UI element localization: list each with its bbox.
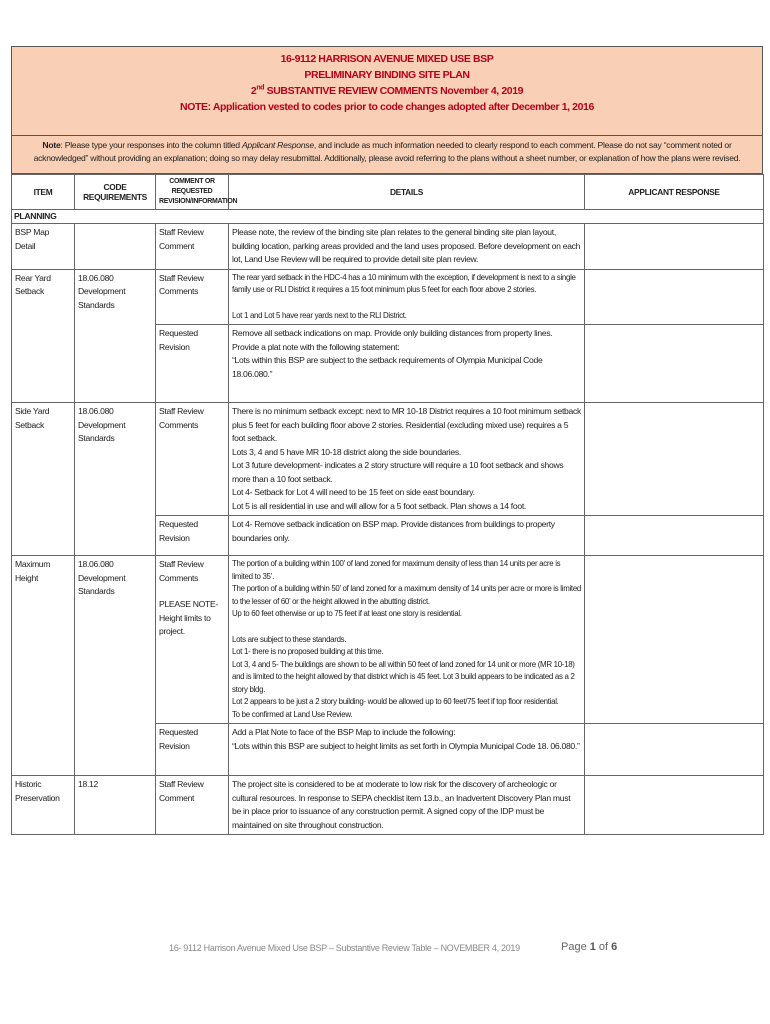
section-title: PLANNING <box>12 210 764 224</box>
details-cell <box>229 403 585 516</box>
comment-cell: Requested Revision <box>156 325 229 403</box>
revision-paragraph: Add a Plat Note to face of the BSP Map to include the following: <box>232 727 456 737</box>
revision-cell <box>229 325 585 403</box>
note-label: Note <box>42 140 61 150</box>
applicant-response-cell[interactable] <box>585 325 764 403</box>
applicant-response-cell[interactable] <box>585 224 764 270</box>
applicant-response-cell[interactable] <box>585 556 764 724</box>
col-header-item: ITEM <box>12 175 75 210</box>
item-cell: Maximum Height <box>12 556 75 776</box>
details-paragraph: Lots 3, 4 and 5 have MR 10-18 district along the side boundaries. <box>232 446 461 457</box>
revision-paragraph: Provide a plat note with the following statement: <box>232 341 400 352</box>
item-cell: Rear Yard Setback <box>12 269 75 403</box>
applicant-response-cell[interactable] <box>585 516 764 556</box>
applicant-response-cell[interactable] <box>585 403 764 516</box>
revision-cell <box>229 724 585 776</box>
page-word: Page <box>561 941 590 953</box>
plan-type: PRELIMINARY BINDING SITE PLAN <box>304 69 470 81</box>
code-cell: 18.06.080 Development Standards <box>75 556 156 776</box>
current-page: 1 <box>589 941 596 953</box>
details-paragraph: There is no minimum setback except: next to MR 10-18 District requires a 10 foot minimum setback plus 5 feet for each building floor above 2 stories. Residential (excluding mixed use) requires a 5 foot setback. <box>232 406 581 443</box>
details-paragraph: Lot 3, 4 and 5- The buildings are shown to be all within 50 feet of land zoned for 14 unit or more (MR 10-18) and is limited to the height allowed by that district which is 45 feet. Lot 3 build appears to be indicated as a 2 story bldg. <box>232 659 575 694</box>
details-paragraph: Up to 60 feet otherwise or up to 75 feet if at least one story is residential. <box>232 609 462 618</box>
revision-paragraph: “Lots within this BSP are subject to the setback requirements of Olympia Municipal Code 18.06.080.” <box>232 355 543 379</box>
section-row <box>12 210 764 224</box>
of-word: of <box>595 941 612 953</box>
details-paragraph: Lot 1 and Lot 5 have rear yards next to the RLI District. <box>232 310 407 320</box>
item-cell: BSP Map Detail <box>12 224 75 270</box>
comment-label: Staff Review Comments <box>159 559 204 583</box>
applicant-response-cell[interactable] <box>585 269 764 325</box>
comment-cell: Staff Review Comments <box>156 403 229 516</box>
comment-cell: Staff Review Comments <box>156 269 229 325</box>
footer-text: 16- 9112 Harrison Avenue Mixed Use BSP – Substantive Review Table – NOVEMBER 4, 2019 <box>169 943 520 953</box>
document-header <box>11 46 763 135</box>
review-table <box>11 174 764 835</box>
details-paragraph: Lot 2 appears to be just a 2 story building- would be allowed up to 60 feet/75 feet if top floor residential. <box>232 697 559 706</box>
col-header-code: CODE REQUIREMENTS <box>75 175 156 210</box>
details-cell <box>229 556 585 724</box>
details-cell: Please note, the review of the binding site plan relates to the general binding site plan layout, building location, parking areas provided and the land uses proposed. Before development on each lot, Land Use Review will be required to provide detail site plan review. <box>229 224 585 270</box>
code-cell <box>75 224 156 270</box>
code-cell: 18.06.080 Development Standards <box>75 269 156 403</box>
height-limit-note: PLEASE NOTE- Height limits to project. <box>159 599 218 636</box>
item-cell: Historic Preservation <box>12 776 75 835</box>
table-row <box>12 269 764 325</box>
col-header-comment: COMMENT OR REQUESTED REVISION/INFORMATION <box>156 175 229 210</box>
page-number <box>561 941 617 953</box>
comment-cell: Requested Revision <box>156 724 229 776</box>
revision-cell <box>229 516 585 556</box>
details-paragraph: Lots are subject to these standards. <box>232 634 347 644</box>
project-title: 16-9112 HARRISON AVENUE MIXED USE BSP <box>280 53 494 65</box>
round-suffix: nd <box>256 84 265 92</box>
item-cell: Side Yard Setback <box>12 403 75 556</box>
revision-paragraph: Remove all setback indications on map. Provide only building distances from property lines. <box>232 328 553 338</box>
details-paragraph: Lot 3 future development- indicates a 2 story structure will require a 10 foot setback and shows more than a 10 foot setback. <box>232 460 564 484</box>
details-cell: The project site is considered to be at moderate to low risk for the discovery of archeologic or cultural resources. In response to SEPA checklist item 13.b., an Inadvertent Discovery Plan must be in place prior to issuance of any construction permit. A signed copy of the IDP must be maintained on site throughout construction. <box>229 776 585 835</box>
details-paragraph: The portion of a building within 50’ of land zoned for a maximum density of 14 units per acre or more is limited to the lesser of 60’ or the height allowed in the abutting district. <box>232 584 581 606</box>
round-text: SUBSTANTIVE REVIEW COMMENTS November 4, 2019 <box>264 85 524 97</box>
details-cell <box>229 269 585 325</box>
review-document <box>11 46 763 835</box>
comment-cell <box>156 556 229 724</box>
table-header-row <box>12 175 764 210</box>
table-row <box>12 224 764 270</box>
note-text-2: , and include as much information needed to clearly respond to each comment. Please do not say “comment noted or acknowledged” without providing an explanation; doing so may delay resubmittal. Additionally, please avoid referring to the plans without a sheet number, or explanation of how the plans were revised. <box>33 140 741 163</box>
total-pages: 6 <box>611 941 618 953</box>
table-row <box>12 556 764 724</box>
comment-cell: Staff Review Comment <box>156 224 229 270</box>
details-paragraph: Lot 1- there is no proposed building at this time. <box>232 647 384 656</box>
revision-paragraph: Lot 4- Remove setback indication on BSP map. Provide distances from buildings to property boundaries only. <box>232 519 555 543</box>
details-paragraph: The rear yard setback in the HDC-4 has a 10 minimum with the exception, if development is next to a single family use or RLI District it requires a 15 foot minimum plus 5 feet for each floor above 2 stories. <box>232 272 576 294</box>
code-cell: 18.12 <box>75 776 156 835</box>
col-header-response: APPLICANT RESPONSE <box>585 175 764 210</box>
note-text-1: : Please type your responses into the column titled <box>60 140 242 150</box>
code-cell: 18.06.080 Development Standards <box>75 403 156 556</box>
applicant-response-cell[interactable] <box>585 724 764 776</box>
applicant-response-cell[interactable] <box>585 776 764 835</box>
details-paragraph: Lot 4- Setback for Lot 4 will need to be 15 feet on side east boundary. <box>232 487 475 497</box>
details-paragraph: The portion of a building within 100’ of land zoned for maximum density of less than 14 units per acre is limited to 35’. <box>232 559 561 581</box>
details-paragraph: To be confirmed at Land Use Review. <box>232 709 353 719</box>
col-header-details: DETAILS <box>229 175 585 210</box>
vesting-note: NOTE: Application vested to codes prior to code changes adopted after December 1, 2016 <box>180 101 594 113</box>
comment-cell: Staff Review Comment <box>156 776 229 835</box>
table-row <box>12 403 764 516</box>
review-round-title <box>12 83 762 99</box>
comment-cell: Requested Revision <box>156 516 229 556</box>
instructions-note <box>11 135 763 174</box>
revision-paragraph: “Lots within this BSP are subject to height limits as set forth in Olympia Municipal Code 18. 06.080.” <box>232 740 580 751</box>
note-italic: Applicant Response <box>241 140 314 150</box>
table-row <box>12 776 764 835</box>
round-number: 2 <box>250 85 257 97</box>
details-paragraph: Lot 5 is all residential in use and will allow for a 5 foot setback. Plan shows a 14 foot. <box>232 500 527 511</box>
